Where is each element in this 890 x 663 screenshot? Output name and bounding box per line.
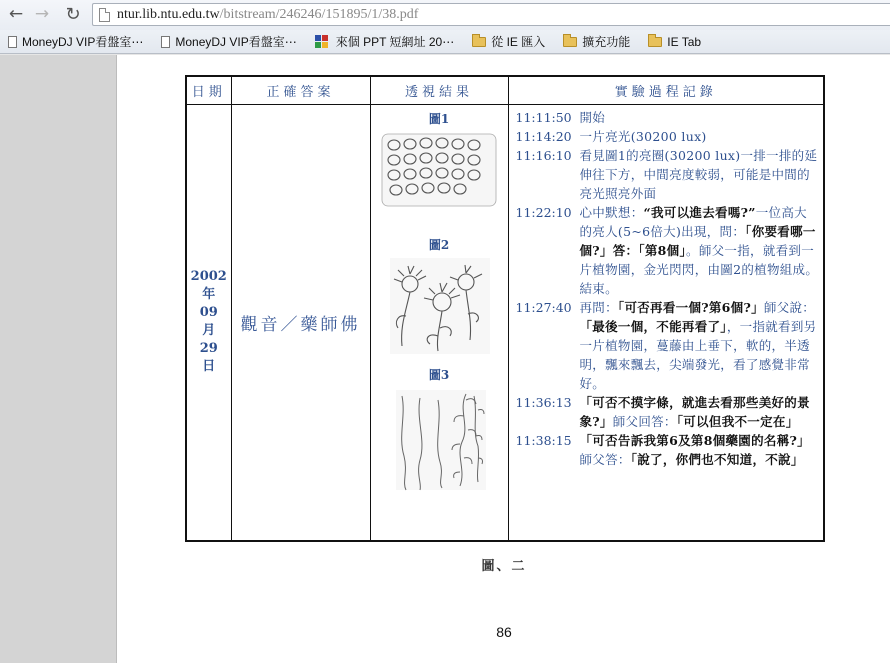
log-time: 11:22:10 [515, 204, 572, 220]
log-narration: 。師父一指，就看到一片植物園，金光閃閃，由圖2的植物組成。結束。 [579, 242, 819, 296]
header-answer: 正確答案 [231, 76, 370, 104]
log-entry [516, 431, 820, 469]
log-quote: 「最後一個，不能再看了」 [579, 318, 727, 334]
figure-2-label: 圖2 [428, 237, 450, 252]
folder-icon [648, 37, 662, 47]
log-narration: 一位高大的亮人(5~6倍大)出現，問： [579, 204, 807, 239]
bookmark-folder[interactable] [648, 35, 701, 49]
date-year: 2002 [190, 269, 227, 285]
date-day-unit: 日 [202, 359, 216, 375]
log-narration: 師父答： [579, 451, 631, 467]
reload-icon[interactable]: ↻ [65, 3, 81, 25]
folder-icon [563, 37, 577, 47]
back-arrow-icon[interactable]: ← [8, 4, 24, 24]
record-cell [508, 104, 824, 541]
log-time: 11:14:20 [515, 128, 572, 144]
pdf-page [116, 55, 890, 663]
log-quote: 「你要看哪一個?」答：「第8個」 [579, 223, 816, 258]
pdf-viewer[interactable] [0, 55, 890, 663]
figure-caption: 圖、二 [481, 559, 527, 574]
log-text [580, 127, 820, 146]
table-row [186, 104, 824, 541]
page-icon [99, 8, 110, 22]
log-narration: 開始 [579, 109, 606, 125]
date-cell [186, 104, 231, 541]
date-month-unit: 月 [202, 323, 216, 339]
url-path: /bitstream/246246/151895/1/38.pdf [219, 6, 419, 22]
experiment-record-table [185, 75, 825, 542]
bookmark-label: 來個 PPT 短網址 20⋯ [335, 35, 455, 49]
log-text [580, 393, 820, 431]
log-entry [516, 127, 820, 146]
log-time: 11:38:15 [515, 432, 572, 448]
bookmark-folder[interactable] [472, 33, 545, 50]
figure-2-sketch-plants [380, 256, 498, 356]
page-number: 86 [496, 624, 512, 640]
header-record: 實驗過程記錄 [508, 76, 824, 104]
address-bar[interactable] [92, 3, 890, 26]
log-time: 11:27:40 [515, 299, 572, 315]
log-quote: 「可以但我不一定在」 [676, 413, 799, 429]
log-narration: 一片亮光(30200 lux) [579, 128, 707, 144]
log-text [580, 108, 820, 127]
log-narration: 師父回答： [612, 413, 677, 429]
log-time: 11:11:50 [515, 109, 572, 125]
log-time: 11:16:10 [515, 147, 572, 163]
log-narration: 看見圖1的亮圈(30200 lux)一排一排的延伸往下方，中間亮度較弱，可能是中間的亮光照亮外面 [579, 147, 818, 201]
header-date: 日期 [186, 76, 231, 104]
log-narration: 心中默想： [579, 204, 644, 220]
log-narration: 再問： [579, 299, 618, 315]
forward-arrow-icon[interactable]: → [34, 4, 50, 24]
folder-icon [472, 37, 486, 47]
ppt-icon [315, 35, 331, 48]
date-day: 29 [199, 341, 218, 357]
browser-toolbar [0, 0, 890, 30]
log-quote: 「可否不摸字條，就進去看那些美好的景象?」 [579, 394, 810, 429]
log-entry [516, 146, 820, 203]
vision-cell [370, 104, 508, 541]
page-icon [8, 36, 17, 48]
log-quote: 「說了，你們也不知道，不說」 [630, 451, 804, 467]
log-narration: ，一指就看到另一片植物園，蔓藤由上垂下，軟的，半透明，飄來飄去，尖端發光，看了感覺非常好。 [579, 318, 817, 391]
log-time: 11:36:13 [515, 394, 572, 410]
figure-1-label: 圖1 [428, 111, 450, 126]
bookmark-folder[interactable] [563, 33, 630, 50]
log-entries [516, 108, 820, 469]
log-text [580, 298, 820, 393]
bookmarks-bar [0, 30, 890, 54]
page-icon [161, 36, 170, 48]
log-quote: 「可否再看一個?第6個?」 [617, 299, 764, 315]
log-entry [516, 108, 820, 127]
table-header-row [186, 76, 824, 104]
log-text [580, 431, 820, 469]
bookmark-item[interactable] [161, 33, 296, 50]
answer-cell: 觀音／藥師佛 [231, 104, 370, 541]
log-quote: 「可否告訴我第6及第8個藥園的名稱?」 [579, 432, 810, 448]
figure-3-label: 圖3 [428, 367, 450, 382]
bookmark-label: 從 IE 匯入 [491, 35, 546, 49]
figure-1-sketch-circles [380, 130, 498, 210]
header-vision: 透視結果 [370, 76, 508, 104]
figure-3-sketch-vines [380, 386, 498, 494]
bookmark-item[interactable] [315, 33, 454, 50]
url-text[interactable] [117, 7, 418, 23]
log-entry [516, 298, 820, 393]
log-text [580, 203, 820, 298]
bookmark-label: MoneyDJ VIP看盤室⋯ [175, 35, 297, 49]
url-host: ntur.lib.ntu.edu.tw [117, 6, 220, 22]
bookmark-label: MoneyDJ VIP看盤室⋯ [22, 35, 144, 49]
log-entry [516, 393, 820, 431]
bookmark-label: 擴充功能 [582, 35, 631, 49]
log-text [580, 146, 820, 203]
date-month: 09 [199, 305, 218, 321]
date-year-unit: 年 [202, 287, 216, 303]
bookmark-item[interactable] [8, 33, 143, 50]
log-entry [516, 203, 820, 298]
log-narration: 師父說： [763, 299, 816, 315]
log-quote: “我可以進去看嗎?” [643, 204, 756, 220]
bookmark-label: IE Tab [667, 34, 702, 49]
